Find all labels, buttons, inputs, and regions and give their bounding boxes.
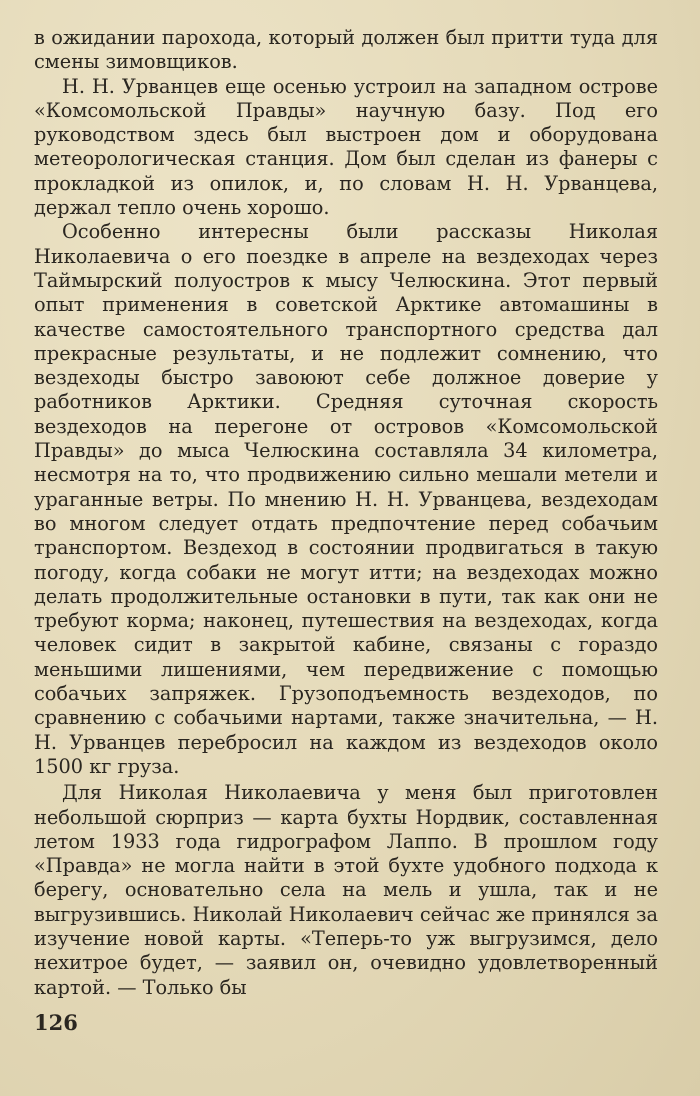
page-number: 126 (34, 1010, 78, 1035)
paragraph-nordvik-map: Для Николая Николаевича у меня был приготовлен небольшой сюрприз — карта бухты Нордвик, составленная летом 1933 года гидрографом Лаппо. В прошлом году «Правда» не могла найти в этой бухте удобного подхода к берегу, основательно села на мель и ушла, так и не выгрузившись. Николай Николаевич сейчас же принялся за изучение новой карты. «Теперь-то уж выгрузимся, дело нехитрое будет, — заявил он, очевидно удовлетворенный картой. — Только бы (34, 781, 658, 999)
paragraph-urvantsev-base: Н. Н. Урванцев еще осенью устроил на западном острове «Комсомольской Правды» научную базу. Под его руководством здесь был выстроен дом и оборудована метеорологическая станция. Дом был сделан из фанеры с прокладкой из опилок, и, по словам Н. Н. Урванцева, держал тепло очень хорошо. (34, 74, 658, 220)
book-page (34, 26, 658, 1076)
paragraph-vehicles-journey: Особенно интересны были рассказы Николая Николаевича о его поездке в апреле на вездеходах через Таймырский полуостров к мысу Челюскина. Этот первый опыт применения в советской Арктике автомашины в качестве самостоятельного транспортного средства дал прекрасные результаты, и не подлежит сомнению, что вездеходы быстро завоюют себе должное доверие у работников Арктики. Средняя суточная скорость вездеходов на перегоне от островов «Комсомольской Правды» до мыса Челюскина составляла 34 километра, несмотря на то, что продвижению сильно мешали метели и ураганные ветры. По мнению Н. Н. Урванцева, вездеходам во многом следует отдать предпочтение перед собачьим транспортом. Вездеход в состоянии продвигаться в такую погоду, когда собаки не могут итти; на вездеходах можно делать продолжительные остановки в пути, так как они не требуют корма; наконец, путешествия на вездеходах, когда человек сидит в закрытой кабине, связаны с гораздо меньшими лишениями, чем передвижение с помощью собачьих запряжек. Грузоподъемность вездеходов, по сравнению с собачьими нартами, также значительна, — Н. Н. Урванцев перебросил на каждом из вездеходов около 1500 кг груза. (34, 220, 658, 778)
page-text (34, 26, 658, 1000)
paragraph-continuation: в ожидании парохода, который должен был притти туда для смены зимовщиков. (34, 26, 658, 74)
